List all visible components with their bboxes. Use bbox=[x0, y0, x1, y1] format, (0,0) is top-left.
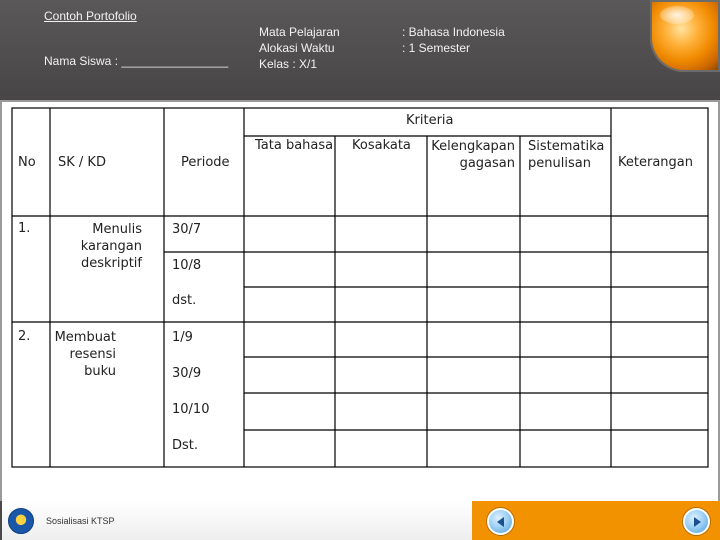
row2-period-2: 30/9 bbox=[172, 366, 202, 381]
previous-slide-button[interactable] bbox=[487, 508, 514, 535]
row2-period-4: Dst. bbox=[172, 438, 199, 453]
student-name-line: Nama Siswa : ________________ bbox=[44, 54, 229, 68]
tut-wuri-handayani-logo-icon bbox=[8, 508, 34, 534]
meta-label-time: Alokasi Waktu bbox=[259, 41, 335, 55]
meta-label-class: Kelas : X/1 bbox=[259, 57, 318, 71]
header-kriteria: Kriteria bbox=[406, 113, 454, 128]
header-sk-kd: SK / KD bbox=[58, 155, 106, 170]
row2-period-3: 10/10 bbox=[172, 402, 210, 417]
header-sistematika: Sistematika penulisan bbox=[528, 139, 605, 171]
arrow-left-icon bbox=[494, 515, 508, 529]
meta-value-subject: : Bahasa Indonesia bbox=[402, 25, 505, 39]
arrow-right-icon bbox=[690, 515, 704, 529]
next-slide-button[interactable] bbox=[683, 508, 710, 535]
slide-title: Contoh Portofolio bbox=[44, 9, 137, 23]
meta-value-time: : 1 Semester bbox=[402, 41, 471, 55]
row2-period-1: 1/9 bbox=[172, 330, 193, 345]
footer-label: Sosialisasi KTSP bbox=[46, 516, 115, 526]
header-no: No bbox=[18, 155, 36, 170]
header-kosakata: Kosakata bbox=[352, 138, 411, 153]
row1-sk: Menulis karangan deskriptif bbox=[80, 222, 142, 271]
header-tata-bahasa: Tata bahasa bbox=[255, 138, 334, 153]
row1-period-1: 30/7 bbox=[172, 222, 202, 237]
header-kelengkapan: Kelengkapan gagasan bbox=[431, 139, 515, 171]
row1-period-2: 10/8 bbox=[172, 258, 202, 273]
row1-no: 1. bbox=[18, 221, 31, 236]
row2-no: 2. bbox=[18, 329, 31, 344]
header-periode: Periode bbox=[181, 155, 230, 170]
row1-period-3: dst. bbox=[172, 293, 197, 308]
header-keterangan: Keterangan bbox=[618, 155, 693, 170]
meta-label-subject: Mata Pelajaran bbox=[259, 25, 340, 39]
row2-sk: Membuat resensi buku bbox=[54, 330, 116, 379]
